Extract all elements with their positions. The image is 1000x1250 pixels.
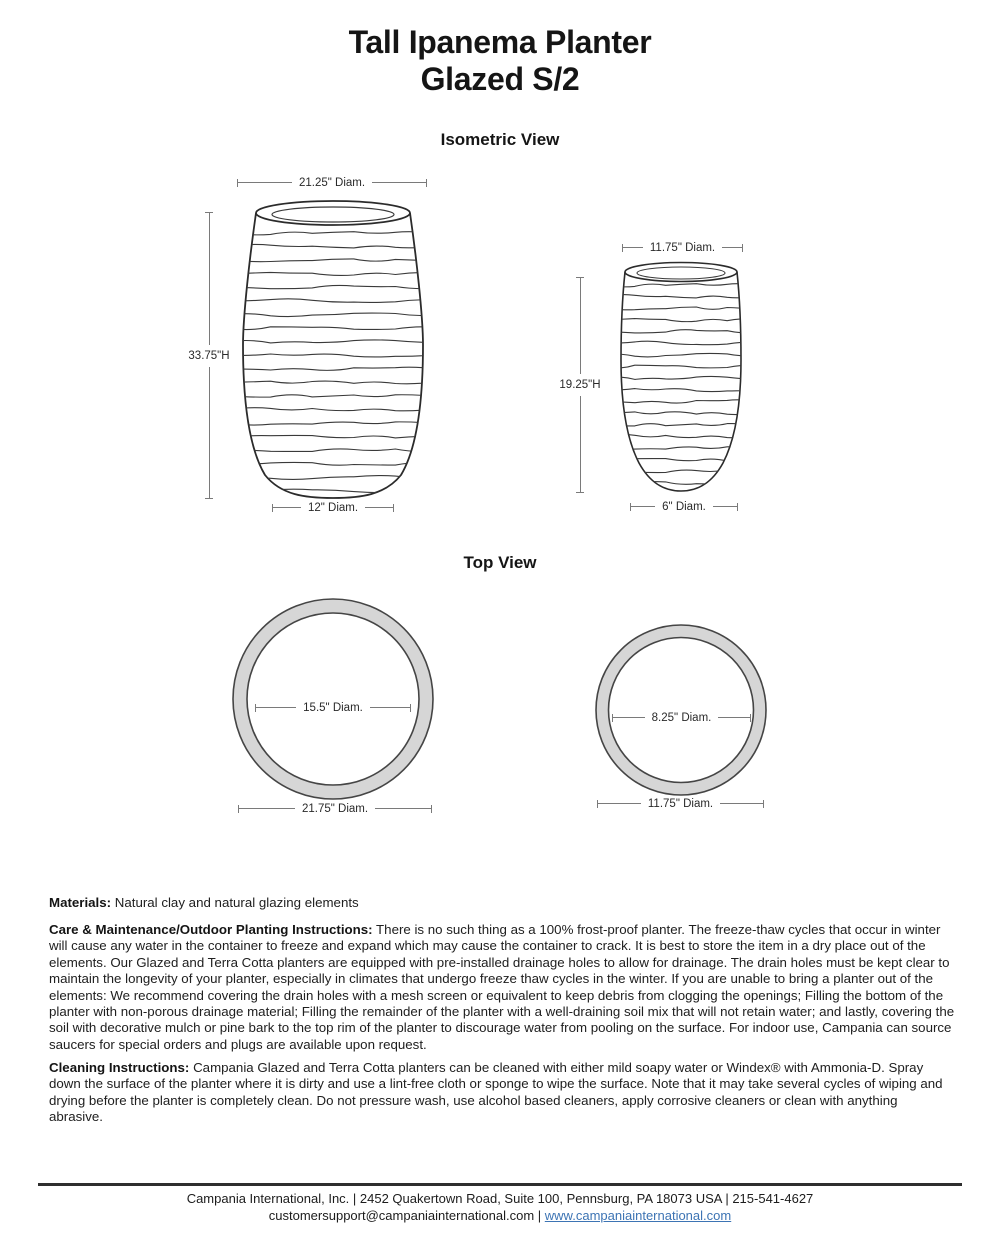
dimension-line bbox=[370, 707, 411, 708]
footer-company-line: Campania International, Inc. | 2452 Quakertown Road, Suite 100, Pennsburg, PA 18073 USA | 215-541-4627 bbox=[186, 1191, 814, 1206]
dimension-line bbox=[209, 367, 210, 500]
dimension-line bbox=[580, 277, 581, 374]
dimension-line bbox=[209, 212, 210, 345]
large-planter-body-outline bbox=[243, 213, 423, 498]
large-outer-diameter-label: 21.75" Diam. bbox=[301, 802, 369, 815]
footer-website-link[interactable]: www.campaniainternational.com bbox=[544, 1208, 732, 1223]
large-top-diameter-label: 21.25" Diam. bbox=[298, 176, 366, 189]
dimension-line bbox=[622, 247, 643, 248]
dimension-line bbox=[238, 808, 295, 809]
materials-text: Natural clay and natural glazing elements bbox=[111, 895, 359, 910]
dimension-line bbox=[237, 182, 292, 183]
page-title-line1: Tall Ipanema Planter bbox=[348, 24, 652, 60]
top-view-heading: Top View bbox=[463, 553, 537, 572]
large-ring-inner-circle bbox=[247, 613, 419, 785]
page-title bbox=[0, 24, 1000, 98]
large-inner-diameter-dimension bbox=[255, 701, 411, 714]
dimension-line bbox=[580, 396, 581, 493]
materials-paragraph bbox=[49, 895, 955, 911]
small-inner-diameter-dimension bbox=[612, 711, 751, 724]
large-height-label: 33.75"H bbox=[188, 349, 230, 362]
large-bottom-diameter-dimension bbox=[272, 501, 394, 514]
small-ring-inner-circle bbox=[609, 638, 754, 783]
small-bottom-diameter-label: 6" Diam. bbox=[662, 500, 706, 513]
cleaning-label: Cleaning Instructions: bbox=[49, 1060, 190, 1075]
care-label: Care & Maintenance/Outdoor Planting Instructions: bbox=[49, 922, 373, 937]
small-topview-ring bbox=[594, 623, 768, 797]
dimension-line bbox=[372, 182, 427, 183]
small-inner-diameter-label: 8.25" Diam. bbox=[651, 711, 712, 724]
dimension-line bbox=[713, 506, 738, 507]
cleaning-text: Campania Glazed and Terra Cotta planters can be cleaned with either mild soapy water or Windex® with Ammonia-D. Spray down the surface of the planter where it is dirty and use a lint-free cloth or sponge to wipe the surface. Note that it may take several cycles of wiping and drying before the planter is completely clean. Do not pressure wash, use alcohol based cleaners, apply corrosive cleaners or clean with anything abrasive. bbox=[49, 1060, 943, 1125]
small-outer-diameter-dimension bbox=[597, 797, 764, 810]
dimension-line bbox=[272, 507, 301, 508]
large-outer-diameter-dimension bbox=[238, 802, 432, 815]
small-outer-diameter-label: 11.75" Diam. bbox=[647, 797, 714, 810]
small-top-diameter-dimension bbox=[622, 241, 743, 254]
care-text: There is no such thing as a 100% frost-proof planter. The freeze-thaw cycles that occur in winter will cause any water in the container to freeze and expand which may cause the container to crack. It is best to store the item in a dry place out of the elements. Our Glazed and Terra Cotta planters are equipped with pre-installed drainage holes to allow for drainage. The drain holes must be kept clear to maintain the longevity of your planter, especially in climates that undergo freeze thaw cycles in the winter. If you are unable to bring a planter out of the elements: We recommend covering the drain holes with a mesh screen or equivalent to keep debris from clogging the openings; Filling the bottom of the planter with non-porous drainage material; Filling the remainder of the planter with a well-draining soil mix that will not retain water; and lastly, covering the soil with decorative mulch or pine bark to the top rim of the planter to discourage water from pooling on the surface. For indoor use, Campania can source saucers for special orders and plugs are available upon request. bbox=[49, 922, 955, 1052]
large-topview-ring bbox=[230, 596, 436, 802]
large-height-dimension bbox=[179, 212, 239, 499]
dimension-line bbox=[612, 717, 645, 718]
dimension-line bbox=[722, 247, 743, 248]
small-planter-texture-lines bbox=[604, 284, 758, 485]
dimension-line bbox=[597, 803, 641, 804]
care-paragraph bbox=[49, 922, 955, 1053]
large-planter-drawing bbox=[233, 195, 433, 515]
materials-label: Materials: bbox=[49, 895, 112, 910]
footer-email: customersupport@campaniainternational.com bbox=[268, 1208, 535, 1223]
small-bottom-diameter-dimension bbox=[630, 500, 738, 513]
small-top-diameter-label: 11.75" Diam. bbox=[649, 241, 716, 254]
dimension-line bbox=[720, 803, 764, 804]
large-planter-rim-outer bbox=[256, 201, 410, 225]
dimension-line bbox=[630, 506, 655, 507]
small-height-label: 19.25"H bbox=[559, 379, 601, 391]
small-planter-drawing bbox=[608, 255, 754, 500]
footer-contact-line bbox=[0, 1208, 1000, 1223]
isometric-view-heading: Isometric View bbox=[440, 130, 560, 149]
footer-divider bbox=[38, 1183, 962, 1186]
cleaning-paragraph bbox=[49, 1060, 955, 1126]
dimension-line bbox=[255, 707, 296, 708]
large-top-diameter-dimension bbox=[237, 176, 427, 189]
large-planter-texture-lines bbox=[229, 232, 437, 493]
dimension-line bbox=[365, 507, 394, 508]
footer-separator: | bbox=[534, 1208, 545, 1223]
large-bottom-diameter-label: 12" Diam. bbox=[307, 501, 359, 514]
dimension-line bbox=[375, 808, 432, 809]
small-height-dimension bbox=[550, 277, 610, 493]
dimension-line bbox=[718, 717, 751, 718]
page-title-line2: Glazed S/2 bbox=[420, 61, 580, 97]
large-inner-diameter-label: 15.5" Diam. bbox=[303, 701, 363, 714]
